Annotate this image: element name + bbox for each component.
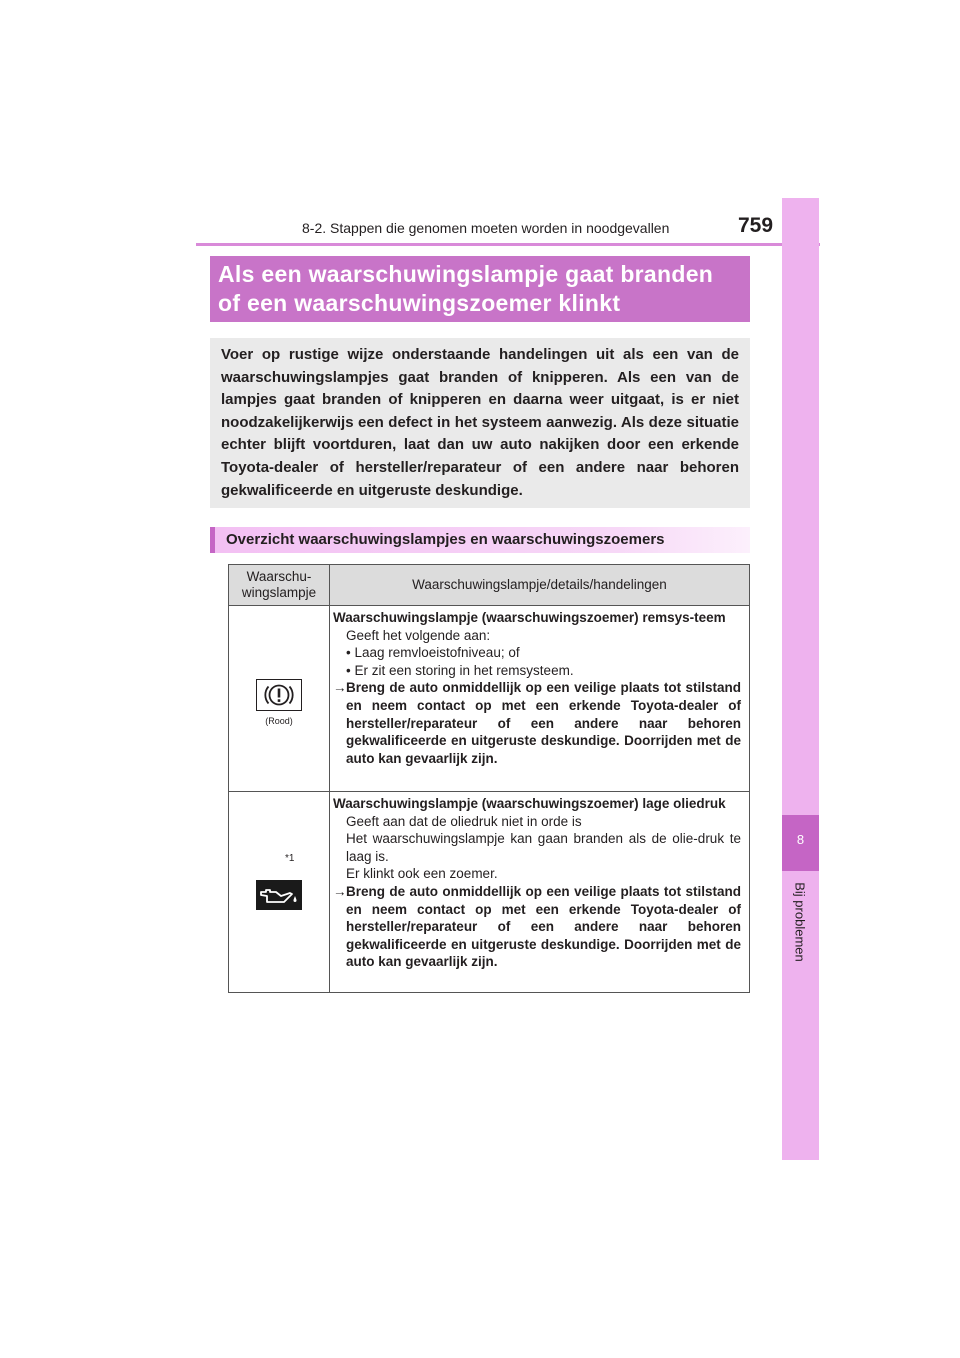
icon-cell xyxy=(229,792,330,993)
chapter-label: Bij problemen xyxy=(792,882,808,962)
table-row xyxy=(229,792,750,993)
intro-box xyxy=(210,338,750,508)
list-item: • Laag remvloeistofniveau; of xyxy=(346,645,520,661)
warning-lights-table xyxy=(228,564,750,993)
row-line: Geeft aan dat de oliedruk niet in orde is xyxy=(346,813,582,829)
chapter-number: 8 xyxy=(782,815,819,871)
list-item: • Er zit een storing in het remsysteem. xyxy=(346,662,574,678)
row-line: Er klinkt ook een zoemer. xyxy=(346,866,498,882)
oil-pressure-icon xyxy=(256,880,302,910)
banner-title xyxy=(218,260,748,318)
col-header-light: Waarschu- wingslampje xyxy=(229,565,330,606)
row-line: Het waarschuwingslampje kan gaan branden als de olie-druk te laag is. xyxy=(346,831,741,864)
header-divider xyxy=(196,243,820,246)
brake-warning-icon xyxy=(256,679,302,711)
row-action: → Breng de auto onmiddellijk op een veilige plaats tot stilstand en neem contact op met een erkende Toyota-dealer of hersteller/reparateur of een andere naar behoren gekwalificeerde en uitgeruste deskundige. Doorrijden met de auto kan gevaarlijk zijn. xyxy=(333,883,741,970)
chapter-side-tab xyxy=(782,198,819,1160)
row-action: → Breng de auto onmiddellijk op een veilige plaats tot stilstand en neem contact op met een erkende Toyota-dealer of hersteller/reparateur of een andere naar behoren gekwalificeerde en uitgeruste deskundige. Doorrijden met de auto kan gevaarlijk zijn. xyxy=(333,680,741,766)
table-header-row xyxy=(229,565,750,606)
banner-title-line2: of een waarschuwingszoemer klinkt xyxy=(218,290,621,316)
details-cell xyxy=(330,792,750,993)
row-intro: Geeft het volgende aan: xyxy=(346,627,491,643)
details-cell xyxy=(330,606,750,792)
col-header-details: Waarschuwingslampje/details/handelingen xyxy=(330,565,750,606)
intro-text: Voer op rustige wijze onderstaande handelingen uit als een van de waarschuwingslampjes gaat branden of knipperen. Als een van de lampjes gaat branden of knipperen en daarna weer uitgaat, is er niet noodzakelijkerwijs een defect in het systeem aanwezig. Als deze situatie echter blijft voortduren, laat dan uw auto nakijken door een erkende Toyota-dealer of hersteller/reparateur of een andere naar behoren gekwalificeerde en uitgeruste deskundige. xyxy=(221,346,739,499)
footnote-marker: *1 xyxy=(285,853,295,864)
row-title: Waarschuwingslampje (waarschuwingszoemer) lage oliedruk xyxy=(333,796,726,811)
section-title: 8-2. Stappen die genomen moeten worden in noodgevallen xyxy=(302,220,670,236)
table-row xyxy=(229,606,750,792)
icon-caption: (Rood) xyxy=(265,716,293,726)
icon-cell xyxy=(229,606,330,792)
section-banner xyxy=(210,256,750,322)
subheader-text: Overzicht waarschuwingslampjes en waarschuwingszoemers xyxy=(226,531,665,548)
subheader xyxy=(210,527,750,553)
arrow-icon: → xyxy=(333,883,347,899)
row-title: Waarschuwingslampje (waarschuwingszoemer) remsys-teem xyxy=(333,610,726,625)
arrow-icon: → xyxy=(333,680,347,696)
page-number: 759 xyxy=(738,214,774,237)
banner-title-line1: Als een waarschuwingslampje gaat branden xyxy=(218,261,714,287)
